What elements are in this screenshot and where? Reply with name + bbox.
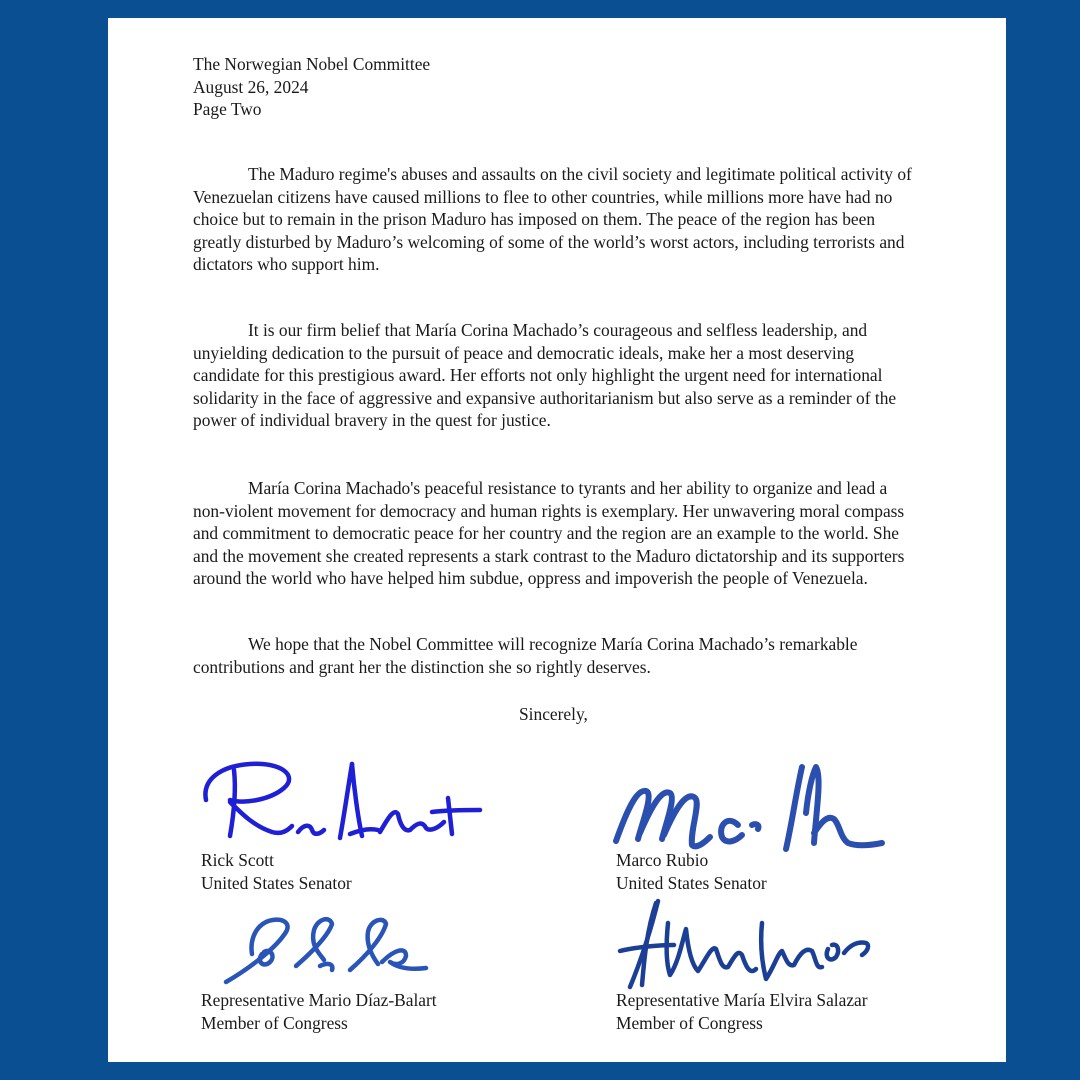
paragraph-3: María Corina Machado's peaceful resistance to tyrants and her ability to organize and lead a non-violent movement for democracy and human rights is exemplary. Her unwavering moral compass and commitment to democratic peace for her country and the region are an example to the world. She and the movement she created represents a stark contrast to the Maduro dictatorship and its supporters around the world who have helped him subdue, oppress and impoverish the people of Venezuela. bbox=[193, 478, 905, 588]
paragraph-2: It is our firm belief that María Corina Machado’s courageous and selfless leadership, and unyielding dedication to the pursuit of peace and democratic ideals, make her a most deserving candidate for this prestigious award. Her efforts not only highlight the urgent need for international solidarity in the face of aggressive and expansive authoritarianism but also serve as a reminder of the power of individual bravery in the quest for justice. bbox=[193, 320, 897, 430]
signatory-block-maria-elvira-salazar bbox=[616, 989, 868, 1034]
closing-line: Sincerely, bbox=[519, 704, 588, 724]
signatory-title: Member of Congress bbox=[616, 1012, 763, 1033]
signature-marco-rubio bbox=[610, 753, 885, 853]
letter-header bbox=[193, 53, 793, 121]
signatory-name: Marco Rubio bbox=[616, 850, 709, 870]
signature-mario-diaz-balart bbox=[220, 908, 435, 988]
signatory-name: Representative Mario Díaz-Balart bbox=[201, 990, 437, 1010]
signatory-title: United States Senator bbox=[616, 872, 767, 893]
signatory-block-marco-rubio bbox=[616, 849, 767, 894]
signatory-title: United States Senator bbox=[201, 872, 352, 893]
signatory-name: Representative María Elvira Salazar bbox=[616, 990, 868, 1010]
date-line: August 26, 2024 bbox=[193, 76, 309, 97]
page-number-line: Page Two bbox=[193, 99, 262, 119]
signature-maria-elvira-salazar bbox=[616, 893, 876, 993]
signatory-block-rick-scott bbox=[201, 849, 352, 894]
signature-rick-scott bbox=[200, 758, 485, 848]
signatory-block-mario-diaz-balart bbox=[201, 989, 437, 1034]
letter-page bbox=[108, 18, 1006, 1062]
signatory-title: Member of Congress bbox=[201, 1012, 348, 1033]
signatory-name: Rick Scott bbox=[201, 850, 274, 870]
paragraph-1: The Maduro regime's abuses and assaults on the civil society and legitimate political activity of Venezuelan citizens have caused millions to flee to other countries, while millions more have had no choice but to remain in the prison Maduro has imposed on them. The peace of the region has been greatly disturbed by Maduro’s welcoming of some of the world’s worst actors, including terrorists and dictators who support him. bbox=[193, 164, 912, 274]
paragraph-4: We hope that the Nobel Committee will recognize María Corina Machado’s remarkable contributions and grant her the distinction she so rightly deserves. bbox=[193, 634, 858, 677]
recipient-line: The Norwegian Nobel Committee bbox=[193, 54, 431, 74]
